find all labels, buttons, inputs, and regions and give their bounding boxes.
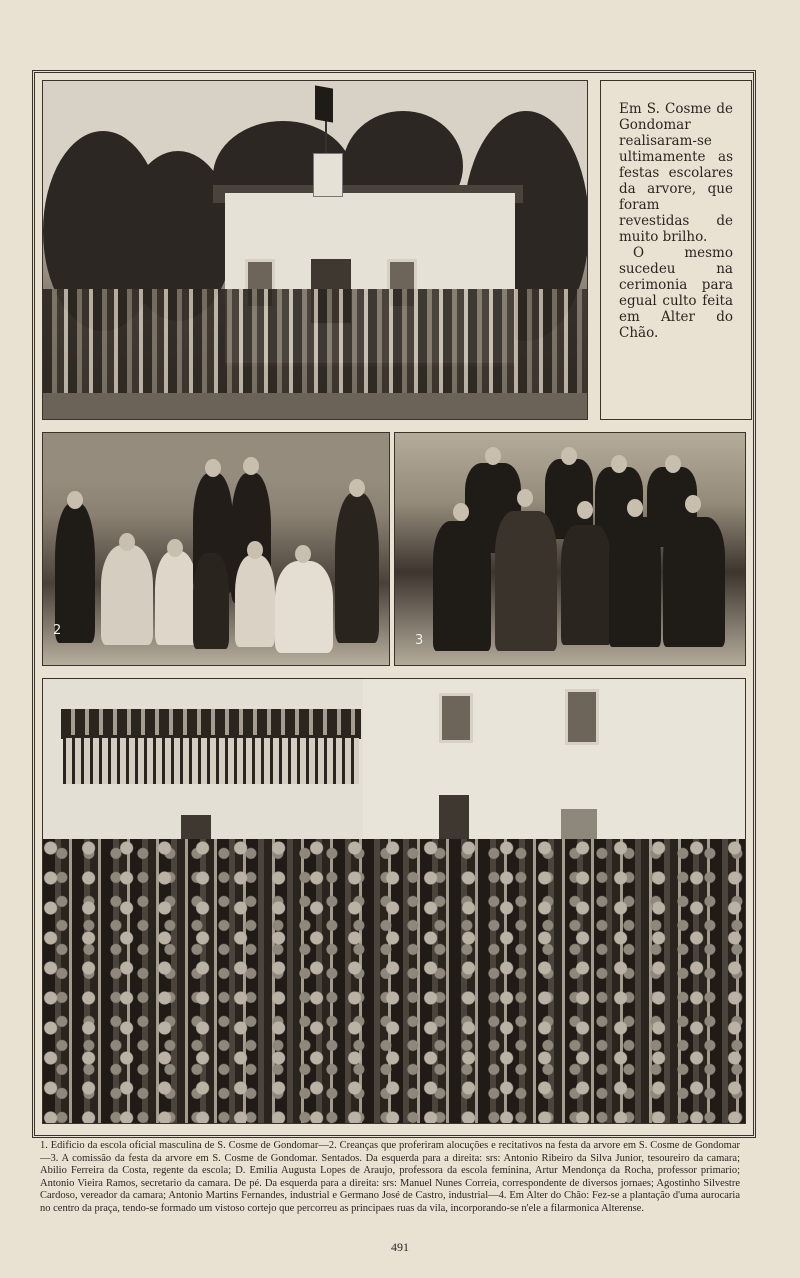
head [577, 501, 593, 519]
ground [43, 393, 587, 419]
photo-number-label: 3 [415, 633, 424, 648]
photo-square-crowd [42, 678, 746, 1124]
seated-man [433, 521, 491, 651]
photo-children [42, 432, 390, 666]
head [295, 545, 311, 563]
crowd [43, 839, 745, 1124]
head [247, 541, 263, 559]
sidebar-paragraph-1: Em S. Cosme de Gondomar realisaram-se ultimamente as festas escolares da arvore, que foram revestidas de muito brilho. [619, 101, 733, 245]
seated-man [663, 517, 725, 647]
head [167, 539, 183, 557]
sidebar-text-box [600, 80, 752, 420]
child-figure [335, 493, 379, 643]
page-number: 491 [391, 1240, 409, 1254]
photo-committee [394, 432, 746, 666]
head [453, 503, 469, 521]
seated-man [495, 511, 557, 651]
sidebar-paragraph-2: O mesmo sucedeu na cerimonia para egual culto feita em Alter do Chão. [619, 245, 733, 341]
head [243, 457, 259, 475]
doorway [439, 795, 469, 845]
head [627, 499, 643, 517]
photo-caption: 1. Edificio da escola oficial masculina de S. Cosme de Gondomar—2. Creanças que proferiram alocuções e recitativos na festa da arvore em S. Cosme de Gondomar—3. A comissão da festa da arvore em S. Cosme de Gondomar. Sentados. Da esquerda para a direita: srs: Antonio Ribeiro da Silva Junior, tesoureiro da camara; Abilio Ferreira da Costa, regente da escola; D. Emilia Augusta Lopes de Araujo, professora da escola feminina, Artur Mendonça da Rocha, professor primario; Antonio Vieira Ramos, secretario da camara. De pé. Da esquerda para a direita: srs: Manuel Nunes Correia, correspondente de diversos jornaes; Agostinho Silvestre Cardoso, vereador da camara; Antonio Martins Fernandes, industrial e Germano José de Castro, industrial—4. Em Alter do Chão: Fez-se a plantação d'uma aurocaria no centro da praça, tendo-se formado um vistoso cortejo que percorreu as principaes ruas da vila, incorporando-se n'ele a filarmonica Alterense. [40, 1140, 740, 1214]
child-figure [155, 551, 197, 645]
child-figure [193, 553, 229, 649]
seated-woman [561, 525, 611, 645]
head [485, 447, 501, 465]
head [119, 533, 135, 551]
head [665, 455, 681, 473]
photo-school-building [42, 80, 588, 420]
seated-man [609, 517, 661, 647]
head [517, 489, 533, 507]
head [349, 479, 365, 497]
balcony [63, 735, 359, 784]
head [685, 495, 701, 513]
child-figure [101, 545, 153, 645]
window [565, 689, 599, 745]
head [205, 459, 221, 477]
child-figure [235, 555, 275, 647]
head [611, 455, 627, 473]
head [561, 447, 577, 465]
photo-number-label: 2 [53, 623, 62, 638]
child-figure [275, 561, 333, 653]
flag [315, 85, 333, 122]
child-figure [55, 503, 95, 643]
head [67, 491, 83, 509]
bell-tower [313, 153, 343, 197]
window [439, 693, 473, 743]
